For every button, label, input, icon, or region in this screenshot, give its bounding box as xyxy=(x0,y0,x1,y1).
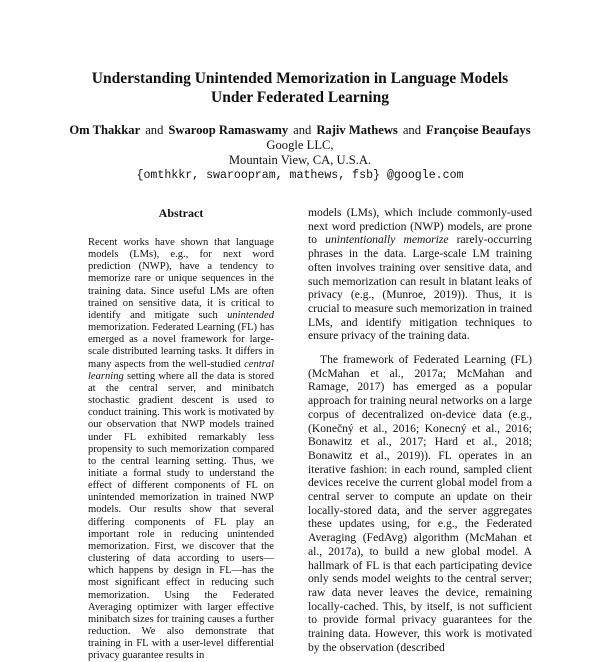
title-line-1: Understanding Unintended Memorization in Language Models xyxy=(91,70,509,87)
abstract-column xyxy=(88,206,274,662)
author-block xyxy=(0,123,600,183)
abstract-text-part: memorization. Federated Learning (FL) has emerged as a novel framework for large-scale distributed learning tasks. It differs in many aspects from the well-studied xyxy=(88,322,274,370)
abstract-emphasis: unintended xyxy=(227,309,274,321)
abstract-text-part: Recent works have shown that language models (LMs), e.g., for next word prediction (NWP), have a tendency to memorize rare or unique sequences in the training data. Since useful LMs are often trained on sensitive data, it is critical to identify and mitigate such xyxy=(88,237,274,321)
abstract-emphasis: central learning xyxy=(88,358,274,382)
body-text-part: models (LMs), which include commonly-used next word prediction (NWP) models, are prone to xyxy=(308,206,532,247)
author-name: Swaroop Ramaswamy xyxy=(168,123,289,137)
author-separator: and xyxy=(402,123,422,137)
affiliation: Google LLC, xyxy=(266,138,334,152)
author-name: Françoise Beaufays xyxy=(426,123,531,137)
body-column xyxy=(308,206,532,655)
author-list xyxy=(0,123,600,138)
paper-title xyxy=(0,69,600,107)
body-text-part: rarely-occurring phrases in the data. Large-scale LM training often involves training over sensitive data, and such memorization can result in blatant leaks of privacy (e.g., (Munroe, 2019)). Thus, it is crucial to measure such memorization in trained LMs, and identify mitigation techniques to ensure privacy of the training data. xyxy=(308,233,532,343)
author-name: Rajiv Mathews xyxy=(316,123,398,137)
body-paragraph xyxy=(308,206,532,343)
abstract-paragraph xyxy=(88,237,274,662)
body-emphasis: unintentionally memorize xyxy=(325,233,449,247)
abstract-heading: Abstract xyxy=(158,206,204,220)
author-separator: and xyxy=(293,123,312,137)
author-name: Om Thakkar xyxy=(69,123,141,137)
author-separator: and xyxy=(145,123,164,137)
title-line-2: Under Federated Learning xyxy=(211,89,389,106)
abstract-text-part: setting where all the data is stored at the central server, and minibatch stochastic gradient descent is used to conduct training. This work is motivated by our observation that NWP models trained under FL exhibited remarkably less propensity to such memorization compared to the central learning setting. Thus, we initiate a formal study to understand the effect of different components of FL on unintended memorization in trained NWP models. Our results show that several differing components of FL play an important role in reducing unintended memorization. First, we discover that the clustering of data according to users—which happens by design in FL—has the most significant effect in reducing such memorization. Using the Federated Averaging optimizer with larger effective minibatch sizes for training causes a further reduction. We also demonstrate that training in FL with a user-level differential privacy guarantee results in xyxy=(88,370,274,662)
body-paragraph: The framework of Federated Learning (FL) (McMahan et al., 2017a; McMahan and Ramage, 2017) has emerged as a popular approach for training neural networks on a large corpus of decentralized on-device data (e.g., (Konečný et al., 2016; Konecný et al., 2016; Bonawitz et al., 2017; Hard et al., 2018; Bonawitz et al., 2019)). FL operates in an iterative fashion: in each round, sampled client devices receive the current global model from a central server to compute an update on their locally-stored data, and the server aggregates these updates using, for e.g., the Federated Averaging (FedAvg) algorithm (McMahan et al., 2017a), to build a new global model. A hallmark of FL is that each participating device only sends model weights to the central server; raw data never leaves the device, remaining locally-cached. This, by itself, is not sufficient to provide formal privacy guarantees for the training data. However, this work is motivated by the observation (described xyxy=(308,353,532,654)
author-emails: {omthkkr, swaroopram, mathews, fsb} @google.com xyxy=(136,169,464,182)
location: Mountain View, CA, U.S.A. xyxy=(228,153,372,167)
